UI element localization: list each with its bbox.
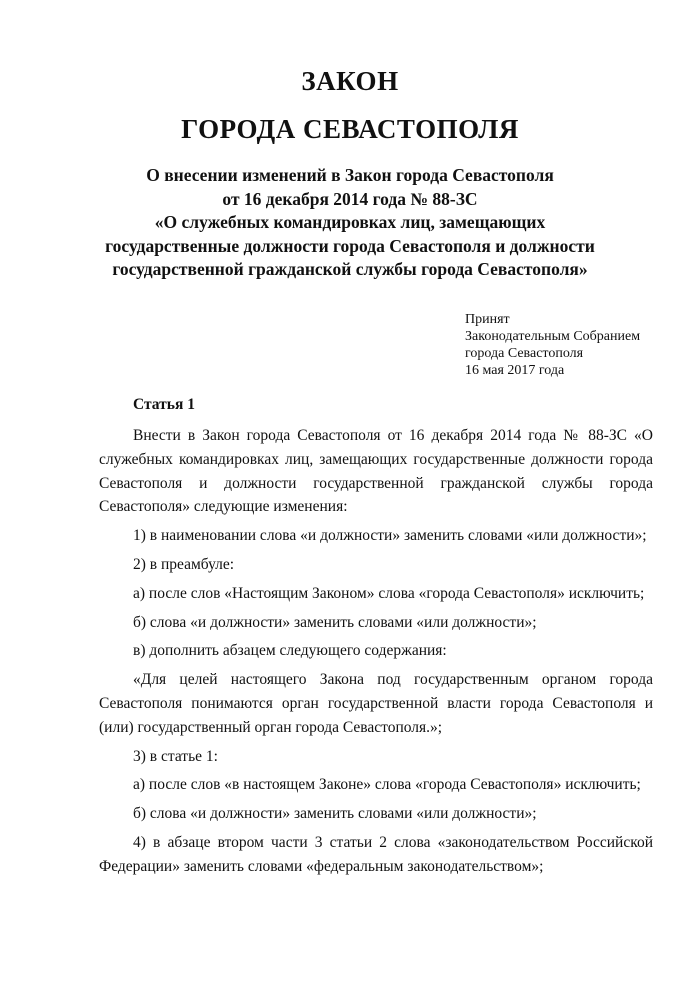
adoption-line: Законодательным Собранием <box>465 329 641 344</box>
paragraph: б) слова «и должности» заменить словами «или должности»; <box>133 613 537 631</box>
document-title: ЗАКОН <box>301 66 399 96</box>
paragraph: 4) в абзаце втором части 3 статьи 2 слова «законодательством Российской Федерации» заменить словами «федеральным законодательством»; <box>99 833 653 875</box>
adoption-line: Принят <box>465 312 510 327</box>
paragraph: 3) в статье 1: <box>133 747 218 765</box>
article-heading: Статья 1 <box>133 396 195 413</box>
document-subtitle: ГОРОДА СЕВАСТОПОЛЯ <box>181 114 519 144</box>
paragraph: Внести в Закон города Севастополя от 16 декабря 2014 года № 88-ЗС «О служебных командировках лиц, замещающих государственные должности города Севастополя и должности государственной гражданской службы города Севастополя» следующие изменения: <box>99 427 653 516</box>
paragraph: 1) в наименовании слова «и должности» заменить словами «или должности»; <box>133 527 647 545</box>
paragraph: 2) в преамбуле: <box>133 555 235 573</box>
paragraph: в) дополнить абзацем следующего содержания: <box>133 642 447 660</box>
adoption-note <box>465 311 640 379</box>
paragraph: «Для целей настоящего Закона под государственным органом города Севастополя понимаются орган государственной власти города Севастополя и (или) государственный орган города Севастополя.»; <box>99 671 653 736</box>
paragraph: б) слова «и должности» заменить словами «или должности»; <box>133 805 537 823</box>
law-title-line: государственные должности города Севастополя и должности <box>105 235 595 256</box>
paragraph: а) после слов «в настоящем Законе» слова «города Севастополя» исключить; <box>133 776 641 794</box>
law-title <box>60 164 640 282</box>
law-title-line: от 16 декабря 2014 года № 88-ЗС <box>222 188 478 209</box>
adoption-date: 16 мая 2017 года <box>465 363 565 378</box>
law-title-line: О внесении изменений в Закон города Севастополя <box>146 165 554 185</box>
article-body <box>99 424 653 884</box>
paragraph: а) после слов «Настоящим Законом» слова «города Севастополя» исключить; <box>133 584 645 602</box>
law-title-line: «О служебных командировках лиц, замещающих <box>154 212 546 232</box>
law-title-line: государственной гражданской службы города Севастополя» <box>112 259 588 279</box>
adoption-line: города Севастополя <box>465 346 584 361</box>
